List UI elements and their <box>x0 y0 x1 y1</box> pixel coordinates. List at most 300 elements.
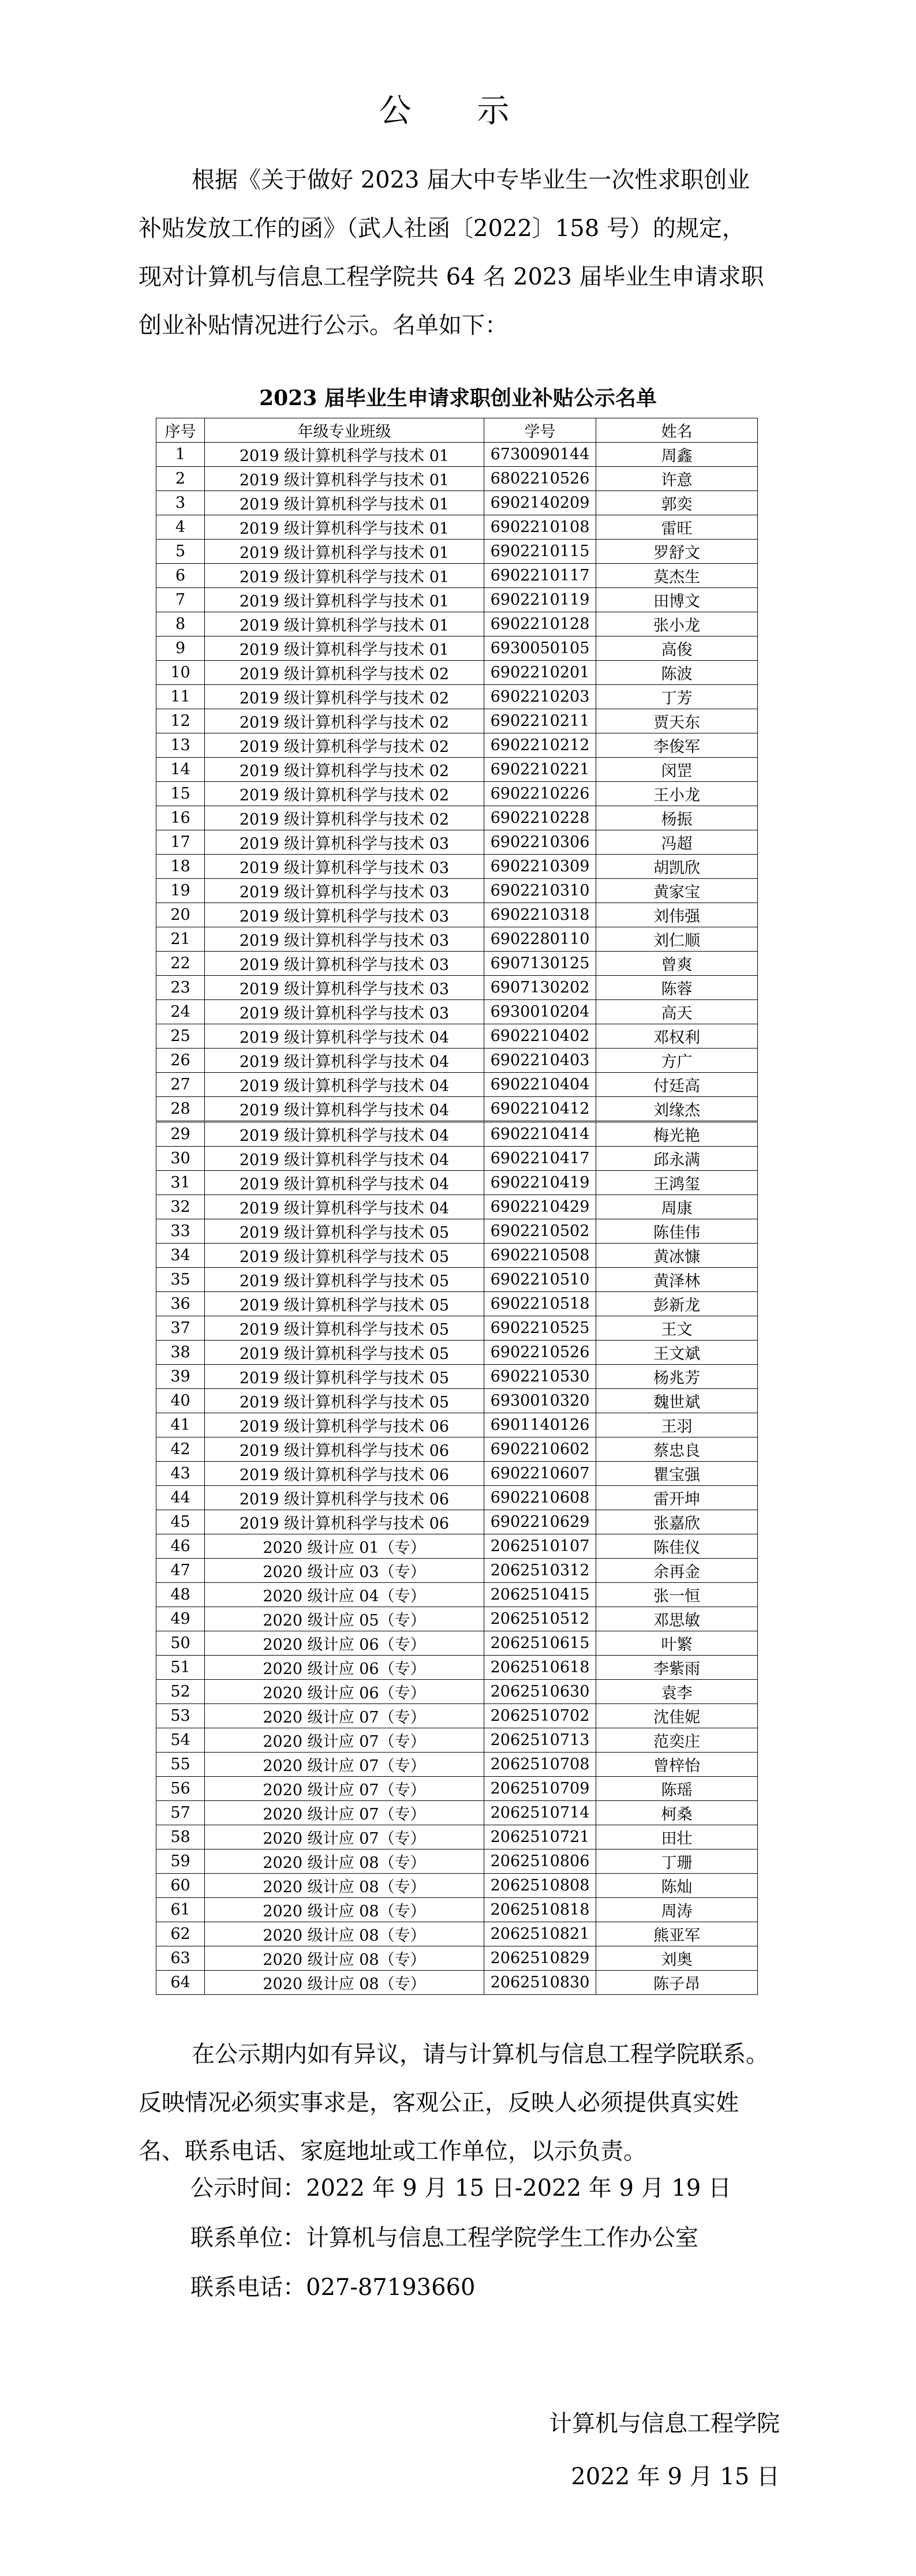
cell-class: 2019 级计算机科学与技术 06 <box>205 1486 484 1510</box>
cell-class: 2019 级计算机科学与技术 01 <box>205 515 484 540</box>
cell-student-id: 6902210226 <box>484 782 596 806</box>
table-row <box>156 612 758 636</box>
cell-class: 2019 级计算机科学与技术 04 <box>205 1171 484 1195</box>
cell-index: 48 <box>156 1583 205 1607</box>
cell-class: 2019 级计算机科学与技术 03 <box>205 1000 484 1024</box>
cell-index: 23 <box>156 976 205 1000</box>
cell-class: 2019 级计算机科学与技术 01 <box>205 588 484 612</box>
cell-name: 瞿宝强 <box>596 1462 758 1486</box>
cell-name: 丁芳 <box>596 685 758 709</box>
cell-name: 蔡忠良 <box>596 1437 758 1462</box>
cell-name: 高天 <box>596 1000 758 1024</box>
cell-student-id: 2062510821 <box>484 1922 596 1946</box>
cell-class: 2019 级计算机科学与技术 03 <box>205 903 484 927</box>
cell-student-id: 6902280110 <box>484 927 596 952</box>
table-row <box>156 1583 758 1607</box>
cell-name: 柯桑 <box>596 1801 758 1825</box>
table-row <box>156 830 758 855</box>
cell-name: 邱永满 <box>596 1147 758 1171</box>
cell-student-id: 6902210629 <box>484 1510 596 1534</box>
cell-student-id: 6902210128 <box>484 612 596 636</box>
table-row <box>156 1777 758 1801</box>
cell-class: 2019 级计算机科学与技术 04 <box>205 1147 484 1171</box>
cell-index: 59 <box>156 1849 205 1874</box>
cell-class: 2019 级计算机科学与技术 04 <box>205 1097 484 1122</box>
cell-class: 2019 级计算机科学与技术 02 <box>205 782 484 806</box>
cell-student-id: 6902210228 <box>484 806 596 830</box>
cell-index: 47 <box>156 1559 205 1583</box>
cell-index: 13 <box>156 733 205 758</box>
cell-class: 2019 级计算机科学与技术 02 <box>205 685 484 709</box>
cell-class: 2020 级计应 06（专） <box>205 1631 484 1656</box>
signature-date: 2022 年 9 月 15 日 <box>571 2463 780 2490</box>
cell-index: 49 <box>156 1607 205 1631</box>
cell-student-id: 2062510107 <box>484 1534 596 1559</box>
cell-class: 2019 级计算机科学与技术 06 <box>205 1437 484 1462</box>
cell-name: 方广 <box>596 1049 758 1073</box>
cell-name: 丁珊 <box>596 1849 758 1874</box>
cell-student-id: 6902210526 <box>484 1341 596 1365</box>
cell-name: 雷旺 <box>596 515 758 540</box>
cell-name: 李紫雨 <box>596 1656 758 1680</box>
cell-index: 29 <box>156 1122 205 1147</box>
cell-index: 57 <box>156 1801 205 1825</box>
cell-index: 1 <box>156 443 205 467</box>
cell-name: 彭新龙 <box>596 1292 758 1316</box>
cell-name: 周鑫 <box>596 443 758 467</box>
cell-class: 2019 级计算机科学与技术 01 <box>205 443 484 467</box>
table-row <box>156 1219 758 1244</box>
intro-line: 根据《关于做好 2023 届大中专毕业生一次性求职创业 <box>192 167 750 193</box>
cell-student-id: 2062510615 <box>484 1631 596 1656</box>
cell-student-id: 6902210404 <box>484 1073 596 1097</box>
cell-index: 15 <box>156 782 205 806</box>
cell-student-id: 6902210403 <box>484 1049 596 1073</box>
cell-index: 20 <box>156 903 205 927</box>
cell-student-id: 2062510708 <box>484 1753 596 1777</box>
cell-name: 王文斌 <box>596 1341 758 1365</box>
cell-student-id: 6902210318 <box>484 903 596 927</box>
cell-name: 许意 <box>596 467 758 491</box>
cell-class: 2020 级计应 05（专） <box>205 1607 484 1631</box>
table-row <box>156 467 758 491</box>
cell-class: 2020 级计应 08（专） <box>205 1898 484 1922</box>
header-index: 序号 <box>156 418 205 443</box>
cell-name: 邓思敏 <box>596 1607 758 1631</box>
table-row <box>156 1073 758 1097</box>
intro-line: 现对计算机与信息工程学院共 64 名 2023 届毕业生申请求职 <box>139 264 764 290</box>
cell-name: 刘伟强 <box>596 903 758 927</box>
notice-line: 名、联系电话、家庭地址或工作单位，以示负责。 <box>139 2138 646 2165</box>
cell-index: 35 <box>156 1268 205 1292</box>
cell-index: 5 <box>156 540 205 564</box>
cell-name: 王小龙 <box>596 782 758 806</box>
cell-index: 12 <box>156 709 205 733</box>
table-row <box>156 1946 758 1971</box>
header-name: 姓名 <box>596 418 758 443</box>
table-row <box>156 1874 758 1898</box>
cell-index: 24 <box>156 1000 205 1024</box>
cell-student-id: 2062510630 <box>484 1680 596 1704</box>
table-row <box>156 1801 758 1825</box>
cell-index: 53 <box>156 1704 205 1728</box>
cell-student-id: 6907130125 <box>484 952 596 976</box>
table-row <box>156 1437 758 1462</box>
cell-student-id: 6902210417 <box>484 1147 596 1171</box>
cell-name: 张一恒 <box>596 1583 758 1607</box>
table-row <box>156 1825 758 1849</box>
table-row <box>156 1268 758 1292</box>
cell-name: 胡凯欣 <box>596 855 758 879</box>
table-row <box>156 1753 758 1777</box>
cell-student-id: 6902210306 <box>484 830 596 855</box>
cell-class: 2020 级计应 06（专） <box>205 1656 484 1680</box>
cell-student-id: 6902210414 <box>484 1122 596 1147</box>
signature-org: 计算机与信息工程学院 <box>549 2410 780 2437</box>
cell-index: 45 <box>156 1510 205 1534</box>
table-row <box>156 782 758 806</box>
cell-name: 田壮 <box>596 1825 758 1849</box>
table-caption: 2023 届毕业生申请求职创业补贴公示名单 <box>259 386 657 410</box>
table-row <box>156 952 758 976</box>
table-row <box>156 976 758 1000</box>
cell-class: 2019 级计算机科学与技术 06 <box>205 1510 484 1534</box>
cell-class: 2020 级计应 06（专） <box>205 1680 484 1704</box>
cell-class: 2019 级计算机科学与技术 03 <box>205 976 484 1000</box>
cell-index: 33 <box>156 1219 205 1244</box>
cell-name: 袁李 <box>596 1680 758 1704</box>
cell-index: 22 <box>156 952 205 976</box>
cell-index: 38 <box>156 1341 205 1365</box>
cell-name: 黄家宝 <box>596 879 758 903</box>
cell-name: 张嘉欣 <box>596 1510 758 1534</box>
cell-index: 42 <box>156 1437 205 1462</box>
table-row <box>156 1147 758 1171</box>
table-row <box>156 1024 758 1049</box>
cell-name: 付廷高 <box>596 1073 758 1097</box>
table-row <box>156 1389 758 1413</box>
cell-student-id: 6902210310 <box>484 879 596 903</box>
cell-name: 杨兆芳 <box>596 1365 758 1389</box>
cell-student-id: 6902210419 <box>484 1171 596 1195</box>
cell-index: 25 <box>156 1024 205 1049</box>
cell-class: 2020 级计应 07（专） <box>205 1753 484 1777</box>
cell-name: 刘奥 <box>596 1946 758 1971</box>
cell-name: 陈瑶 <box>596 1777 758 1801</box>
cell-class: 2019 级计算机科学与技术 02 <box>205 806 484 830</box>
cell-name: 贾天东 <box>596 709 758 733</box>
cell-index: 41 <box>156 1413 205 1437</box>
cell-index: 26 <box>156 1049 205 1073</box>
cell-index: 55 <box>156 1753 205 1777</box>
cell-class: 2019 级计算机科学与技术 05 <box>205 1389 484 1413</box>
cell-index: 56 <box>156 1777 205 1801</box>
cell-class: 2019 级计算机科学与技术 01 <box>205 467 484 491</box>
intro-line: 创业补贴情况进行公示。名单如下： <box>139 312 508 339</box>
cell-name: 邓权利 <box>596 1024 758 1049</box>
table-row <box>156 1607 758 1631</box>
table-row <box>156 709 758 733</box>
cell-student-id: 6902210602 <box>484 1437 596 1462</box>
cell-name: 刘缘杰 <box>596 1097 758 1122</box>
cell-student-id: 2062510709 <box>484 1777 596 1801</box>
cell-index: 62 <box>156 1922 205 1946</box>
table-row <box>156 540 758 564</box>
table-row <box>156 1365 758 1389</box>
cell-class: 2020 级计应 08（专） <box>205 1874 484 1898</box>
cell-student-id: 6902140209 <box>484 491 596 515</box>
cell-index: 14 <box>156 758 205 782</box>
cell-name: 曾梓怡 <box>596 1753 758 1777</box>
cell-student-id: 6902210429 <box>484 1195 596 1219</box>
cell-name: 叶繁 <box>596 1631 758 1656</box>
table-row <box>156 1244 758 1268</box>
table-row <box>156 1292 758 1316</box>
cell-student-id: 6902210108 <box>484 515 596 540</box>
cell-index: 3 <box>156 491 205 515</box>
cell-class: 2020 级计应 07（专） <box>205 1777 484 1801</box>
cell-name: 陈佳伟 <box>596 1219 758 1244</box>
table-row <box>156 758 758 782</box>
cell-class: 2020 级计应 08（专） <box>205 1922 484 1946</box>
cell-index: 6 <box>156 564 205 588</box>
table-row <box>156 1704 758 1728</box>
cell-index: 9 <box>156 636 205 661</box>
table-row <box>156 855 758 879</box>
cell-student-id: 6902210117 <box>484 564 596 588</box>
cell-student-id: 6930010204 <box>484 1000 596 1024</box>
cell-student-id: 2062510713 <box>484 1728 596 1753</box>
applicant-table <box>156 418 758 1995</box>
table-row <box>156 1171 758 1195</box>
cell-student-id: 6730090144 <box>484 443 596 467</box>
cell-student-id: 6902210510 <box>484 1268 596 1292</box>
table-row <box>156 1922 758 1946</box>
cell-index: 64 <box>156 1971 205 1995</box>
cell-name: 陈灿 <box>596 1874 758 1898</box>
cell-name: 周康 <box>596 1195 758 1219</box>
cell-name: 熊亚军 <box>596 1922 758 1946</box>
cell-name: 闵罡 <box>596 758 758 782</box>
cell-index: 27 <box>156 1073 205 1097</box>
cell-class: 2020 级计应 07（专） <box>205 1704 484 1728</box>
cell-student-id: 2062510806 <box>484 1849 596 1874</box>
table-row <box>156 661 758 685</box>
cell-index: 16 <box>156 806 205 830</box>
cell-index: 10 <box>156 661 205 685</box>
table-row <box>156 491 758 515</box>
cell-name: 王鸿玺 <box>596 1171 758 1195</box>
cell-index: 58 <box>156 1825 205 1849</box>
cell-class: 2019 级计算机科学与技术 04 <box>205 1122 484 1147</box>
header-student-id: 学号 <box>484 418 596 443</box>
cell-name: 莫杰生 <box>596 564 758 588</box>
cell-student-id: 2062510829 <box>484 1946 596 1971</box>
cell-name: 田博文 <box>596 588 758 612</box>
table-row <box>156 1898 758 1922</box>
cell-index: 4 <box>156 515 205 540</box>
cell-student-id: 6930010320 <box>484 1389 596 1413</box>
table-row <box>156 1462 758 1486</box>
cell-name: 陈佳仪 <box>596 1534 758 1559</box>
cell-class: 2019 级计算机科学与技术 04 <box>205 1024 484 1049</box>
table-body <box>156 443 758 1995</box>
table-row <box>156 564 758 588</box>
publicity-time: 公示时间：2022 年 9 月 15 日-2022 年 9 月 19 日 <box>190 2175 731 2201</box>
cell-name: 周涛 <box>596 1898 758 1922</box>
cell-student-id: 6902210203 <box>484 685 596 709</box>
cell-class: 2019 级计算机科学与技术 02 <box>205 709 484 733</box>
cell-name: 杨振 <box>596 806 758 830</box>
table-row <box>156 1971 758 1995</box>
cell-index: 44 <box>156 1486 205 1510</box>
cell-student-id: 2062510818 <box>484 1898 596 1922</box>
cell-class: 2019 级计算机科学与技术 05 <box>205 1341 484 1365</box>
cell-name: 张小龙 <box>596 612 758 636</box>
table-row <box>156 1049 758 1073</box>
cell-class: 2020 级计应 08（专） <box>205 1946 484 1971</box>
cell-index: 8 <box>156 612 205 636</box>
cell-student-id: 6902210402 <box>484 1024 596 1049</box>
cell-index: 46 <box>156 1534 205 1559</box>
notice-line: 反映情况必须实事求是，客观公正，反映人必须提供真实姓 <box>139 2090 739 2116</box>
cell-student-id: 6930050105 <box>484 636 596 661</box>
cell-name: 高俊 <box>596 636 758 661</box>
contact-phone: 联系电话：027-87193660 <box>190 2274 476 2301</box>
table-row <box>156 1559 758 1583</box>
cell-student-id: 6902210115 <box>484 540 596 564</box>
table-row <box>156 1122 758 1147</box>
cell-class: 2019 级计算机科学与技术 05 <box>205 1316 484 1341</box>
cell-index: 37 <box>156 1316 205 1341</box>
cell-index: 43 <box>156 1462 205 1486</box>
cell-student-id: 6902210309 <box>484 855 596 879</box>
cell-index: 11 <box>156 685 205 709</box>
cell-index: 30 <box>156 1147 205 1171</box>
cell-index: 50 <box>156 1631 205 1656</box>
cell-class: 2019 级计算机科学与技术 03 <box>205 927 484 952</box>
cell-index: 2 <box>156 467 205 491</box>
cell-class: 2020 级计应 04（专） <box>205 1583 484 1607</box>
cell-class: 2019 级计算机科学与技术 01 <box>205 612 484 636</box>
cell-name: 王羽 <box>596 1413 758 1437</box>
cell-class: 2019 级计算机科学与技术 05 <box>205 1365 484 1389</box>
table-row <box>156 879 758 903</box>
table-row <box>156 636 758 661</box>
cell-class: 2019 级计算机科学与技术 01 <box>205 491 484 515</box>
cell-class: 2019 级计算机科学与技术 01 <box>205 636 484 661</box>
cell-class: 2019 级计算机科学与技术 05 <box>205 1219 484 1244</box>
cell-index: 63 <box>156 1946 205 1971</box>
table-row <box>156 1728 758 1753</box>
cell-class: 2019 级计算机科学与技术 01 <box>205 540 484 564</box>
table-row <box>156 927 758 952</box>
table-row <box>156 1341 758 1365</box>
cell-class: 2019 级计算机科学与技术 06 <box>205 1413 484 1437</box>
cell-student-id: 6902210221 <box>484 758 596 782</box>
cell-class: 2020 级计应 07（专） <box>205 1825 484 1849</box>
cell-name: 黄泽林 <box>596 1268 758 1292</box>
cell-class: 2020 级计应 08（专） <box>205 1971 484 1995</box>
cell-class: 2019 级计算机科学与技术 03 <box>205 830 484 855</box>
table-row <box>156 1413 758 1437</box>
table-row <box>156 1534 758 1559</box>
cell-class: 2019 级计算机科学与技术 04 <box>205 1073 484 1097</box>
table-row <box>156 588 758 612</box>
table-row <box>156 1097 758 1122</box>
cell-class: 2020 级计应 07（专） <box>205 1728 484 1753</box>
cell-student-id: 2062510702 <box>484 1704 596 1728</box>
table-row <box>156 1510 758 1534</box>
cell-name: 黄冰慷 <box>596 1244 758 1268</box>
table-row <box>156 685 758 709</box>
cell-class: 2019 级计算机科学与技术 02 <box>205 758 484 782</box>
cell-class: 2019 级计算机科学与技术 02 <box>205 733 484 758</box>
cell-index: 32 <box>156 1195 205 1219</box>
table-header-row <box>156 418 758 443</box>
cell-class: 2019 级计算机科学与技术 05 <box>205 1292 484 1316</box>
cell-class: 2019 级计算机科学与技术 06 <box>205 1462 484 1486</box>
cell-student-id: 6802210526 <box>484 467 596 491</box>
notice-line: 在公示期内如有异议，请与计算机与信息工程学院联系。 <box>192 2041 769 2068</box>
cell-student-id: 2062510714 <box>484 1801 596 1825</box>
table-row <box>156 443 758 467</box>
cell-index: 36 <box>156 1292 205 1316</box>
cell-class: 2020 级计应 01（专） <box>205 1534 484 1559</box>
cell-class: 2019 级计算机科学与技术 04 <box>205 1195 484 1219</box>
cell-class: 2019 级计算机科学与技术 03 <box>205 855 484 879</box>
cell-index: 31 <box>156 1171 205 1195</box>
cell-student-id: 2062510830 <box>484 1971 596 1995</box>
cell-name: 陈蓉 <box>596 976 758 1000</box>
table-row <box>156 1316 758 1341</box>
cell-index: 54 <box>156 1728 205 1753</box>
table-row <box>156 903 758 927</box>
cell-index: 39 <box>156 1365 205 1389</box>
cell-index: 19 <box>156 879 205 903</box>
cell-name: 李俊军 <box>596 733 758 758</box>
intro-line: 补贴发放工作的函》（武人社函〔2022〕158 号）的规定， <box>139 215 745 242</box>
cell-student-id: 2062510415 <box>484 1583 596 1607</box>
cell-index: 52 <box>156 1680 205 1704</box>
cell-name: 冯超 <box>596 830 758 855</box>
cell-student-id: 6902210518 <box>484 1292 596 1316</box>
cell-name: 梅光艳 <box>596 1122 758 1147</box>
cell-class: 2019 级计算机科学与技术 01 <box>205 564 484 588</box>
cell-index: 17 <box>156 830 205 855</box>
cell-student-id: 6902210508 <box>484 1244 596 1268</box>
contact-unit: 联系单位：计算机与信息工程学院学生工作办公室 <box>190 2225 698 2251</box>
table-row <box>156 1195 758 1219</box>
table-row <box>156 1680 758 1704</box>
cell-student-id: 2062510512 <box>484 1607 596 1631</box>
cell-index: 7 <box>156 588 205 612</box>
cell-student-id: 6901140126 <box>484 1413 596 1437</box>
cell-student-id: 6902210212 <box>484 733 596 758</box>
cell-index: 18 <box>156 855 205 879</box>
cell-class: 2019 级计算机科学与技术 03 <box>205 879 484 903</box>
cell-class: 2019 级计算机科学与技术 05 <box>205 1268 484 1292</box>
cell-name: 郭奕 <box>596 491 758 515</box>
table-row <box>156 1000 758 1024</box>
table-row <box>156 733 758 758</box>
cell-class: 2019 级计算机科学与技术 05 <box>205 1244 484 1268</box>
cell-student-id: 6902210201 <box>484 661 596 685</box>
cell-student-id: 2062510808 <box>484 1874 596 1898</box>
cell-student-id: 2062510721 <box>484 1825 596 1849</box>
cell-class: 2020 级计应 08（专） <box>205 1849 484 1874</box>
cell-student-id: 6902210525 <box>484 1316 596 1341</box>
